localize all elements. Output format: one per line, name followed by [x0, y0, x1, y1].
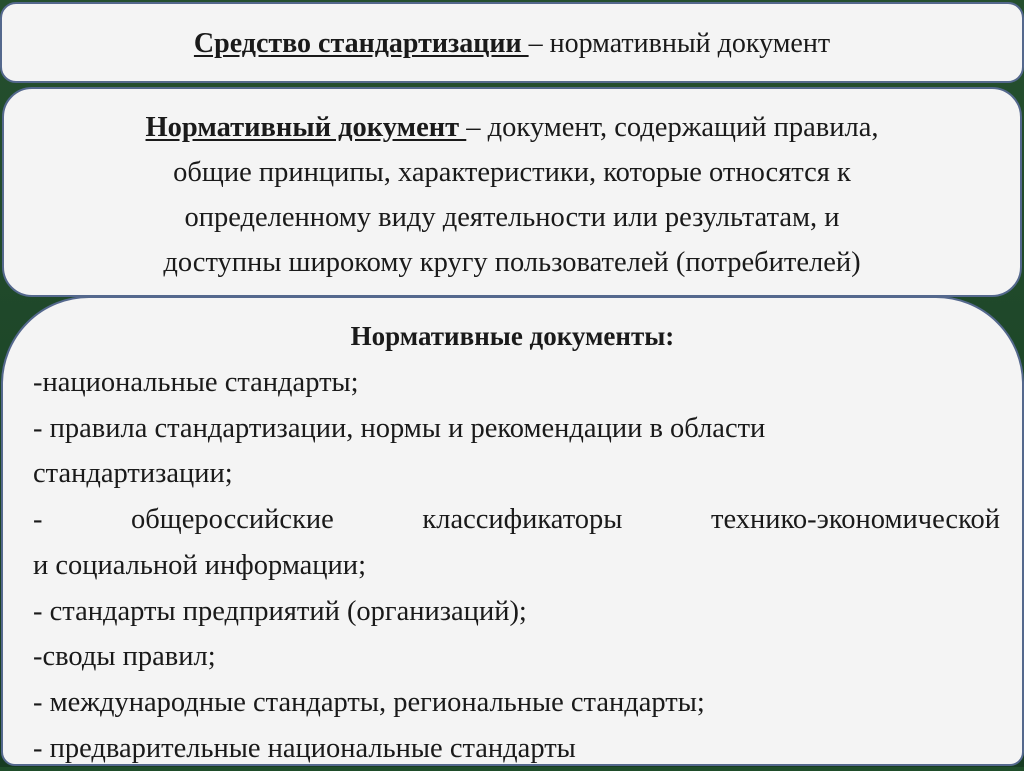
definition-line-4: доступны широкому кругу пользователей (потребителей) [163, 247, 861, 278]
definition-line-3: определенному виду деятельности или результатам, и [184, 202, 840, 233]
definition-line-1 [28, 105, 996, 150]
list-item: - международные стандарты, региональные стандарты; [33, 686, 705, 718]
documents-list-heading: Нормативные документы: [350, 321, 675, 351]
list-item: -национальные стандарты; [33, 367, 359, 398]
definition-line-2: общие принципы, характеристики, которые относятся к [173, 157, 851, 188]
title-rest: – нормативный документ [528, 27, 831, 59]
documents-list-box [1, 296, 1024, 766]
list-item: - предварительные национальные стандарты [33, 732, 576, 764]
definition-line-1-text: – документ, содержащий правила, [466, 112, 879, 143]
list-item: стандартизации; [33, 458, 233, 490]
title-term: Средство стандартизации [193, 27, 529, 59]
title-box [0, 2, 1024, 83]
list-item: - стандарты предприятий (организаций); [33, 595, 527, 627]
list-item: и социальной информации; [33, 549, 366, 581]
list-item: -своды правил; [33, 641, 216, 673]
title-text [194, 27, 830, 61]
list-item: - общероссийские классификаторы технико-экономической [33, 504, 1000, 536]
definition-box [2, 87, 1022, 297]
list-item: - правила стандартизации, нормы и рекомендации в области [33, 412, 766, 444]
definition-term: Нормативный документ [145, 112, 467, 143]
